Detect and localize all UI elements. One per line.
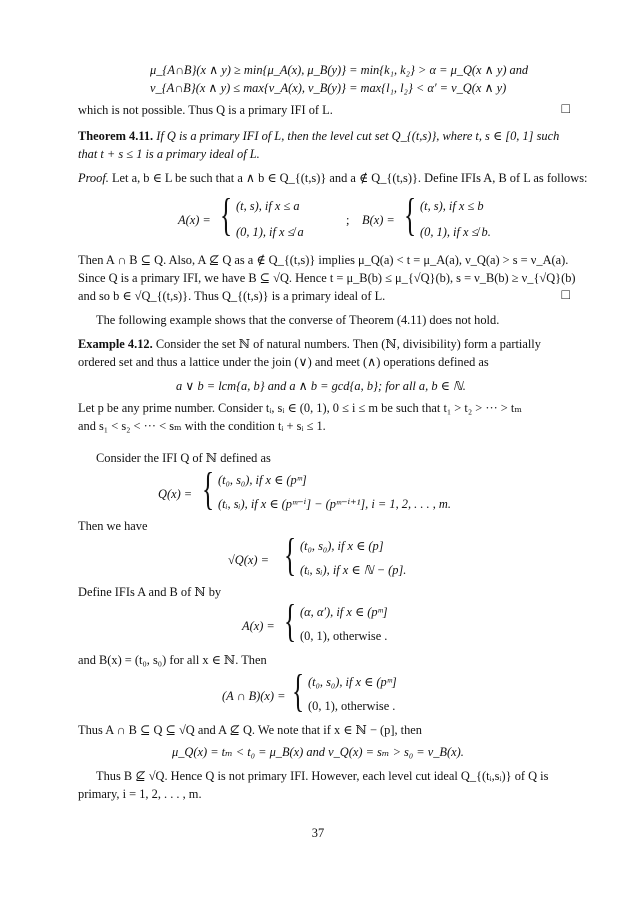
brace: { <box>202 463 215 514</box>
brace: { <box>284 595 297 646</box>
example-line-1 <box>78 336 541 352</box>
theorem-line-1 <box>78 128 559 144</box>
def-q-case-1: (t₀, s₀), if x ∈ (pᵐ] <box>218 473 307 487</box>
text-line: Consider the IFI Q of ℕ defined as <box>96 451 271 465</box>
text-line: Since Q is a primary IFI, we have B ⊆ √Q. Hence t = μ_B(b) ≤ μ_{√Q}(b), s = ν_B(b) ≥ ν_{√Q}(b) <box>78 271 576 285</box>
text-line: Thus B ⊈ √Q. Hence Q is not primary IFI. However, each level cut ideal Q_{(tᵢ,sᵢ)} of Q is <box>96 769 549 783</box>
def-radical-case-1: (t₀, s₀), if x ∈ (p] <box>300 539 384 553</box>
text-line: Let p be any prime number. Consider tᵢ, sᵢ ∈ (0, 1), 0 ≤ i ≤ m be such that t₁ > t₂ > ··· > tₘ <box>78 401 522 415</box>
def-b-case-1: (t, s), if x ≤ b <box>420 199 484 213</box>
def-a2-case-2: (0, 1), otherwise . <box>300 629 388 643</box>
def-q-lhs: Q(x) = <box>158 487 193 501</box>
def-q-case-2: (tᵢ, sᵢ), if x ∈ (pᵐ⁻ⁱ] − (pᵐ⁻ⁱ⁺¹], i = 1, 2, . . . , m. <box>218 497 451 511</box>
proof-label: Proof. <box>78 171 109 185</box>
def-a2-lhs: A(x) = <box>242 619 275 633</box>
text-line: Thus A ∩ B ⊆ Q ⊆ √Q and A ⊈ Q. We note that if x ∈ ℕ − (p], then <box>78 723 423 737</box>
def-b-case-2: (0, 1), if x ≰ b. <box>420 225 491 239</box>
example-label: Example 4.12. <box>78 337 153 351</box>
equation-line-mu: μ_{A∩B}(x ∧ y) ≥ min{μ_A(x), μ_B(y)} = min{k₁, k₂} > α = μ_Q(x ∧ y) and <box>150 63 529 77</box>
proof-line <box>78 170 587 186</box>
proof-text: Let a, b ∈ L be such that a ∧ b ∈ Q_{(t,s)} and a ∉ Q_{(t,s)}. Define IFIs A, B of L as follows: <box>111 171 588 185</box>
equation-line: μ_Q(x) = tₘ < t₀ = μ_B(x) and ν_Q(x) = sₘ > s₀ = ν_B(x). <box>172 745 464 759</box>
def-a-case-2: (0, 1), if x ≰ a <box>236 225 304 239</box>
brace: { <box>404 189 417 240</box>
qed-symbol: □ <box>561 102 570 117</box>
text-line: primary, i = 1, 2, . . . , m. <box>78 787 202 801</box>
text-line: Then A ∩ B ⊆ Q. Also, A ⊈ Q as a ∉ Q_{(t,s)} implies μ_Q(a) < t = μ_A(a), ν_Q(a) > s = ν_A(a). <box>78 253 569 267</box>
theorem-text: If Q is a primary IFI of L, then the level cut set Q_{(t,s)}, where t, s ∈ [0, 1] such <box>156 129 560 143</box>
def-a-case-1: (t, s), if x ≤ a <box>236 199 300 213</box>
text-line: Then we have <box>78 519 148 533</box>
def-b-lhs: B(x) = <box>362 213 395 227</box>
text-line: and B(x) = (t₀, s₀) for all x ∈ ℕ. Then <box>78 653 267 667</box>
def-ab-case-1: (t₀, s₀), if x ∈ (pᵐ] <box>308 675 397 689</box>
lattice-operations: a ∨ b = lcm{a, b} and a ∧ b = gcd{a, b}; for all a, b ∈ ℕ. <box>176 379 466 393</box>
def-a-lhs: A(x) = <box>178 213 211 227</box>
def-separator: ; <box>346 213 350 227</box>
example-line-2: ordered set and thus a lattice under the join (∨) and meet (∧) operations defined as <box>78 355 489 369</box>
brace: { <box>292 665 305 716</box>
def-a2-case-1: (α, α′), if x ∈ (pᵐ] <box>300 605 388 619</box>
def-ab-case-2: (0, 1), otherwise . <box>308 699 396 713</box>
example-text: Consider the set ℕ of natural numbers. Then (ℕ, divisibility) form a partially <box>155 337 541 351</box>
brace: { <box>220 189 233 240</box>
text-line: which is not possible. Thus Q is a primary IFI of L. <box>78 103 333 117</box>
text-line: and so b ∈ √Q_{(t,s)}. Thus Q_{(t,s)} is a primary ideal of L. <box>78 289 386 303</box>
brace: { <box>284 529 297 580</box>
text-line: Define IFIs A and B of ℕ by <box>78 585 222 599</box>
def-radical-case-2: (tᵢ, sᵢ), if x ∈ ℕ − (p]. <box>300 563 407 577</box>
def-radical-lhs: √Q(x) = <box>228 553 269 567</box>
qed-symbol: □ <box>561 288 570 303</box>
equation-line-nu: ν_{A∩B}(x ∧ y) ≤ max{ν_A(x), ν_B(y)} = max{l₁, l₂} < α′ = ν_Q(x ∧ y) <box>150 81 507 95</box>
def-ab-lhs: (A ∩ B)(x) = <box>222 689 286 703</box>
text-line: The following example shows that the converse of Theorem (4.11) does not hold. <box>96 313 500 327</box>
theorem-line-2: that t + s ≤ 1 is a primary ideal of L. <box>78 147 260 161</box>
page-number: 37 <box>311 826 325 840</box>
theorem-label: Theorem 4.11. <box>78 129 154 143</box>
text-line: and s₁ < s₂ < ··· < sₘ with the condition tᵢ + sᵢ ≤ 1. <box>78 419 326 433</box>
